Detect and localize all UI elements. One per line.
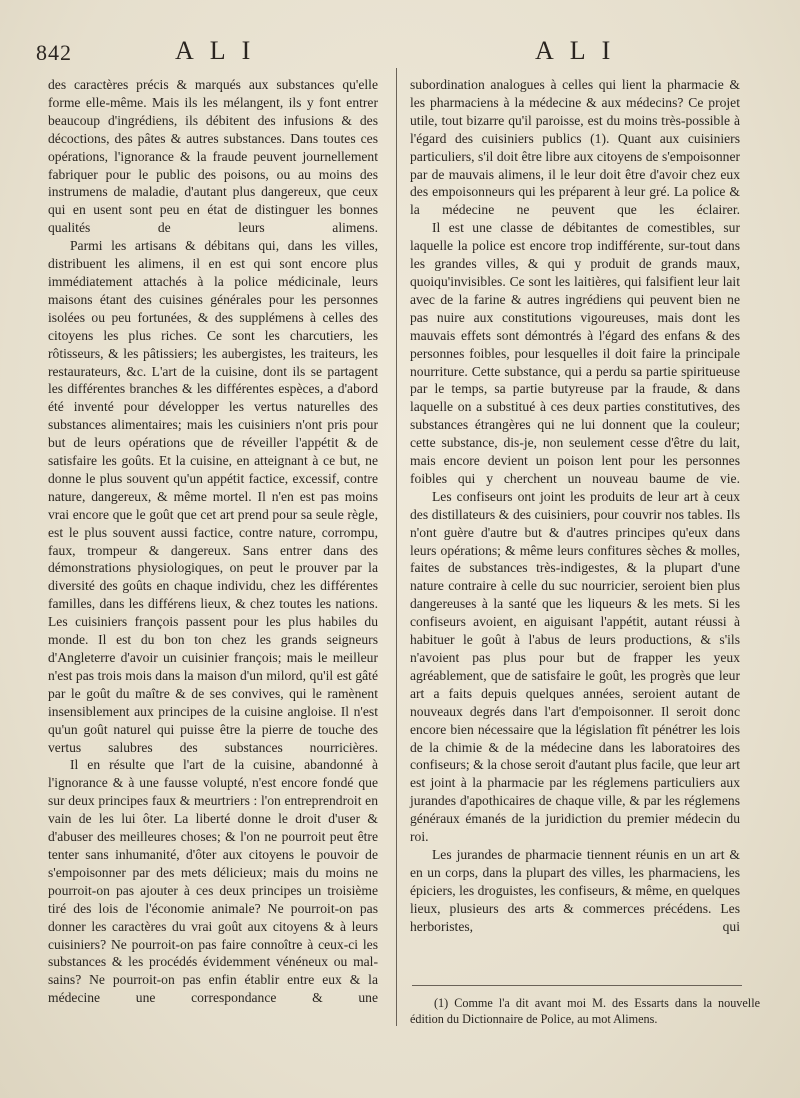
paragraph: Les jurandes de pharmacie tiennent réunis en un art & en un corps, dans la plupart des villes, les pharmaciens, les épiciers, les droguistes, les confiseurs, & même, en quelques lieux, plusieurs des arts & commerces précédens. Les herboristes, qui [410,846,740,934]
left-column [48,76,378,1007]
page-number: 842 [36,40,72,65]
page-header [0,34,800,74]
footnote-text: (1) Comme l'a dit avant moi M. des Essarts dans la nouvelle édition du Dictionnaire de Police, au mot Alimens. [410,996,760,1026]
footnote [410,996,760,1027]
paragraph: Il en résulte que l'art de la cuisine, abandonné à l'ignorance & à une fausse volupté, n'est encore fondé que sur deux principes faux & meurtriers : l'on entreprendroit en vain de les lui ôter. La liberté donne le droit d'user & d'abuser des meilleures choses; & l'on ne pourroit peut être tenter sans inhumanité, d'ôter aux citoyens le pouvoir de s'empoisonner par des mets délicieux; mais du moins ne pourroit-on pas ajouter à ces deux principes un troisième tiré des lois de l'économie animale? Ne pourroit-on pas donner les caractères du vrai goût aux citoyens & à leurs cuisiniers? Ne pourroit-on pas faire connoître à ceux-ci les substances & les procédés évidemment vénéneux ou mal-sains? Ne pourroit-on pas enfin établir entre eux & la médecine une correspondance & une [48,757,378,1006]
paragraph: des caractères précis & marqués aux substances qu'elle forme elle-même. Mais ils les mélangent, ils y font entrer beaucoup d'ingrédiens, ils débitent des infusions & des décoctions, des pâtes & autres substances. Dans toutes ces opérations, l'ignorance & la fraude peuvent journellement fabriquer pour le public des poisons, ou au moins des instrumens de maladie, d'autant plus dangereux, que ceux qui en usent sont peu en état de distinguer les bonnes qualités de leurs alimens. [48,77,378,236]
paragraph: subordination analogues à celles qui lient la pharmacie & les pharmaciens à la médecine & aux médecins? Ce projet utile, tout bizarre qu'il paroisse, est du moins très-possible à l'égard des cuisiniers publics (1). Quant aux cuisiniers particuliers, s'il doit être libre aux citoyens de s'empoisonner par de mauvais alimens, il le leur doit être d'avoir chez eux des empoisonneurs qui les préparent à leur gré. La police & la médecine ne peuvent que les éclairer. [410,77,740,218]
column-divider [396,68,397,1026]
right-column [410,76,740,936]
paragraph: Parmi les artisans & débitans qui, dans les villes, distribuent les alimens, il en est qui sont encore plus immédiatement attachés à la police médicinale, leurs maisons étant des cuisines générales pour les personnes isolées ou peu fortunées, & des supplémens à celles des citoyens les plus riches. Ce sont les charcutiers, les rôtisseurs, & les pâtissiers; les aubergistes, les traiteurs, les restaurateurs, &c. L'art de la cuisine, dont ils se partagent les différentes branches & les différentes espèces, a d'abord été inventé pour développer les vertus naturelles des substances alimentaires; mais les cuisiniers n'ont pris pour but de leurs opérations que de réveiller l'appétit & de satisfaire les goûts. Et la cuisine, en atteignant à ce but, ne donne le plus souvent qu'un appétit factice, excessif, contre nature, dangereux, & même mortel. Il n'en est pas moins vrai encore que le goût que cet art prend pour sa seule règle, est le plus souvent aussi factice, contre nature, corrompu, faux, trompeur & dangereux. Sans entrer dans des démonstrations physiologiques, on peut le prouver par la diversité des goûts en chaque individu, chez les différentes familles, dans les différens lieux, & chez toutes les nations. Les cuisiniers françois passent pour les plus habiles du monde. Il est du bon ton chez les grands seigneurs d'Angleterre d'avoir un cuisinier françois; mais le meilleur n'est pas trois mois dans la maison d'un milord, qu'il est gâté par le goût du maître & de ses convives, qui le ramènent insensiblement aux principes de la cuisine angloise. Il n'est qu'un goût naturel qui puisse être la pierre de touche des vertus salubres des substances nourricières. [48,238,378,755]
paragraph: Les confiseurs ont joint les produits de leur art à ceux des distillateurs & des cuisiniers, pour couvrir nos tables. Ils n'ont guère d'autre but & d'autres principes qu'eux dans leurs opérations; & même leurs confitures sèches & molles, faites de substances très-indigestes, & la plupart d'une nature contraire à celle du suc nourricier, seroient bien plus dangereuses à la santé que les liqueurs & les mets. Si les confiseurs avoient, en aiguisant l'appétit, autant réussi à habituer le goût à l'abus de leurs productions, & s'ils n'avoient pas plus pour but de frapper les yeux agréablement, que de satisfaire le goût, les progrès que leur art a faits depuis quelques années, seroient autant de nouveaux degrés dans l'art d'empoisonner. Il seroit donc encore bien nécessaire que la législation fît pénétrer les lois de la chimie & de la médecine dans les laboratoires des confiseurs; & la chose seroit d'autant plus facile, que leur art est joint à la pharmacie par les réglemens particuliers aux jurandes d'apothicaires de chaque ville, & par les réglemens généraux émanés de la juridiction du premier médecin du roi. [410,488,740,845]
footnote-rule [412,985,742,986]
running-head-right: ALI [535,36,627,65]
paragraph: Il est une classe de débitantes de comestibles, sur laquelle la police est encore trop indifférente, sur-tout dans les grandes villes, & qui y produit de grands maux, quoiqu'invisibles. Ce sont les laitières, qui falsifient leur lait avec de la farine & autres ingrédiens qui peuvent bien ne pas nuire aux constitutions vigoureuses, mais dont les mauvais effets sont démontrés à l'égard des enfans & des personnes foibles, pour lesquelles il doit faire la principale nourriture. Cette substance, qui a perdu sa partie spiritueuse par le temps, sa partie butyreuse par la fraude, & dans laquelle on a substitué à ces deux parties constitutives, des substances étrangères qui ne lui donnent que la couleur; cette substance, dis-je, non seulement cesse d'être du lait, mais encore devient un poison lent pour les personnes foibles qui y cherchent un nouveau baume de vie. [410,220,740,486]
running-head-left: ALI [175,36,267,65]
